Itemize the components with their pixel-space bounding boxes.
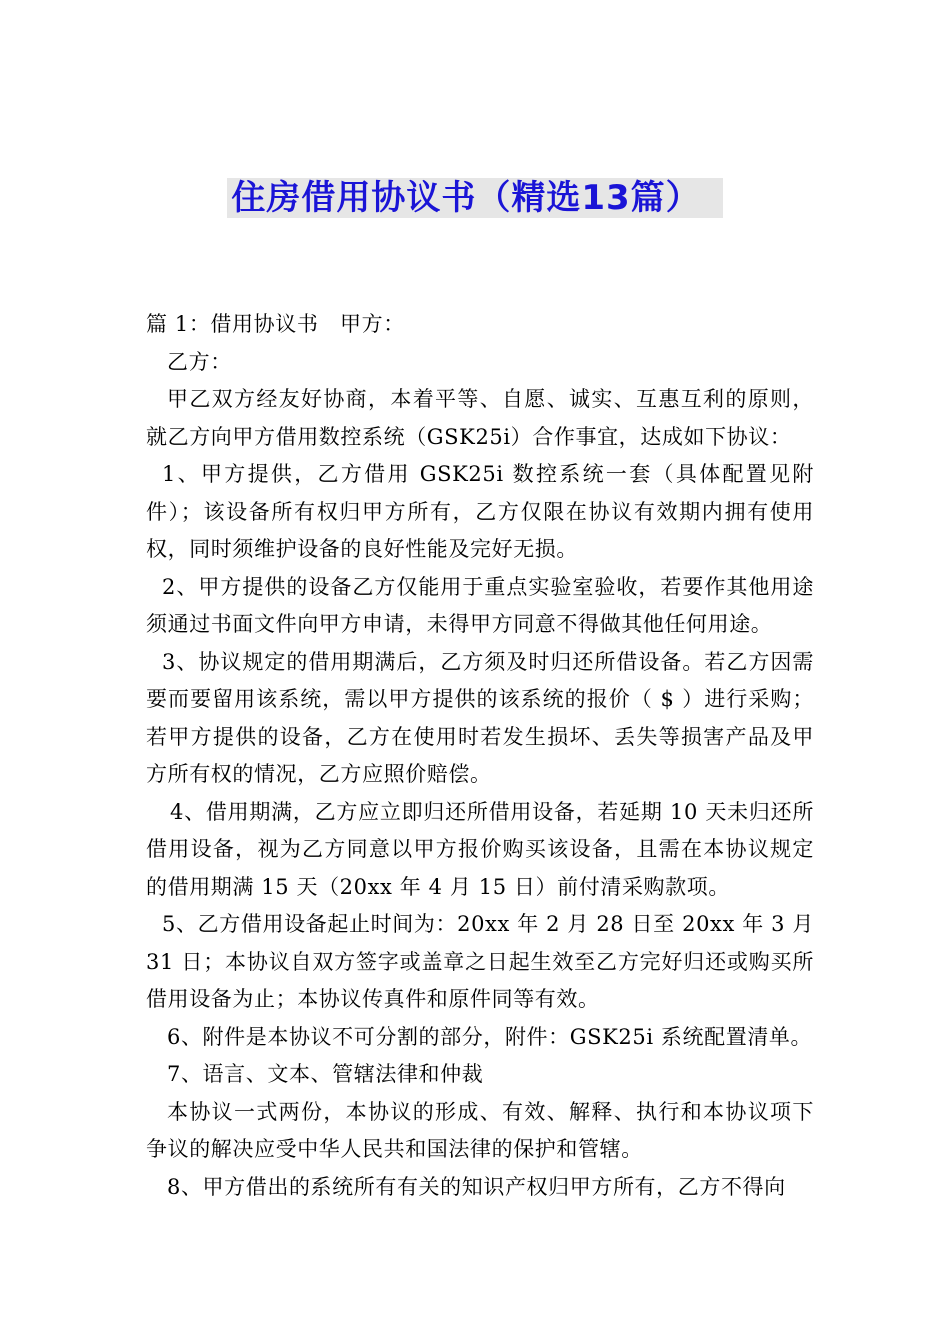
- paragraph-clause-4: 4、借用期满，乙方应立即归还所借用设备，若延期 10 天未归还所借用设备，视为乙方同意以甲方报价购买该设备，且需在本协议规定的借用期满 15 天（20xx 年 4 月 15 日）前付清采购款项。: [146, 799, 814, 899]
- paragraph-party-b: 乙方：: [167, 349, 232, 374]
- paragraph-clause-7: 7、语言、文本、管辖法律和仲裁: [167, 1062, 484, 1086]
- document-body: [146, 306, 814, 1206]
- paragraph-clause-3: 3、协议规定的借用期满后，乙方须及时归还所借设备。若乙方因需要而要留用该系统，需以甲方提供的该系统的报价（ $ ）进行采购；若甲方提供的设备，乙方在使用时若发生损坏、丢失等损害产品及甲方所有权的情况，乙方应照价赔偿。: [146, 649, 814, 786]
- document-title: 住房借用协议书（精选13篇）: [227, 178, 722, 218]
- paragraph-clause-1: 1、甲方提供，乙方借用 GSK25i 数控系统一套（具体配置见附件）；该设备所有权归甲方所有，乙方仅限在协议有效期内拥有使用权，同时须维护设备的良好性能及完好无损。: [146, 462, 814, 561]
- title-wrapper: [0, 178, 950, 218]
- paragraph-clause-7-body: 本协议一式两份，本协议的形成、有效、解释、执行和本协议项下争议的解决应受中华人民共和国法律的保护和管辖。: [146, 1099, 814, 1161]
- paragraph-clause-5: 5、乙方借用设备起止时间为：20xx 年 2 月 28 日至 20xx 年 3 月 31 日；本协议自双方签字或盖章之日起生效至乙方完好归还或购买所借用设备为止；本协议传真件和原件同等有效。: [146, 912, 814, 1011]
- paragraph-heading: 篇 1：借用协议书 甲方：: [146, 312, 405, 336]
- paragraph-clause-2: 2、甲方提供的设备乙方仅能用于重点实验室验收，若要作其他用途须通过书面文件向甲方申请，未得甲方同意不得做其他任何用途。: [146, 574, 814, 636]
- paragraph-clause-6: 6、附件是本协议不可分割的部分，附件：GSK25i 系统配置清单。: [167, 1024, 813, 1049]
- paragraph-clause-8: 8、甲方借出的系统所有有关的知识产权归甲方所有，乙方不得向: [167, 1174, 786, 1199]
- paragraph-intro: 甲乙双方经友好协商，本着平等、自愿、诚实、互惠互利的原则，就乙方向甲方借用数控系统（GSK25i）合作事宜，达成如下协议：: [146, 387, 814, 449]
